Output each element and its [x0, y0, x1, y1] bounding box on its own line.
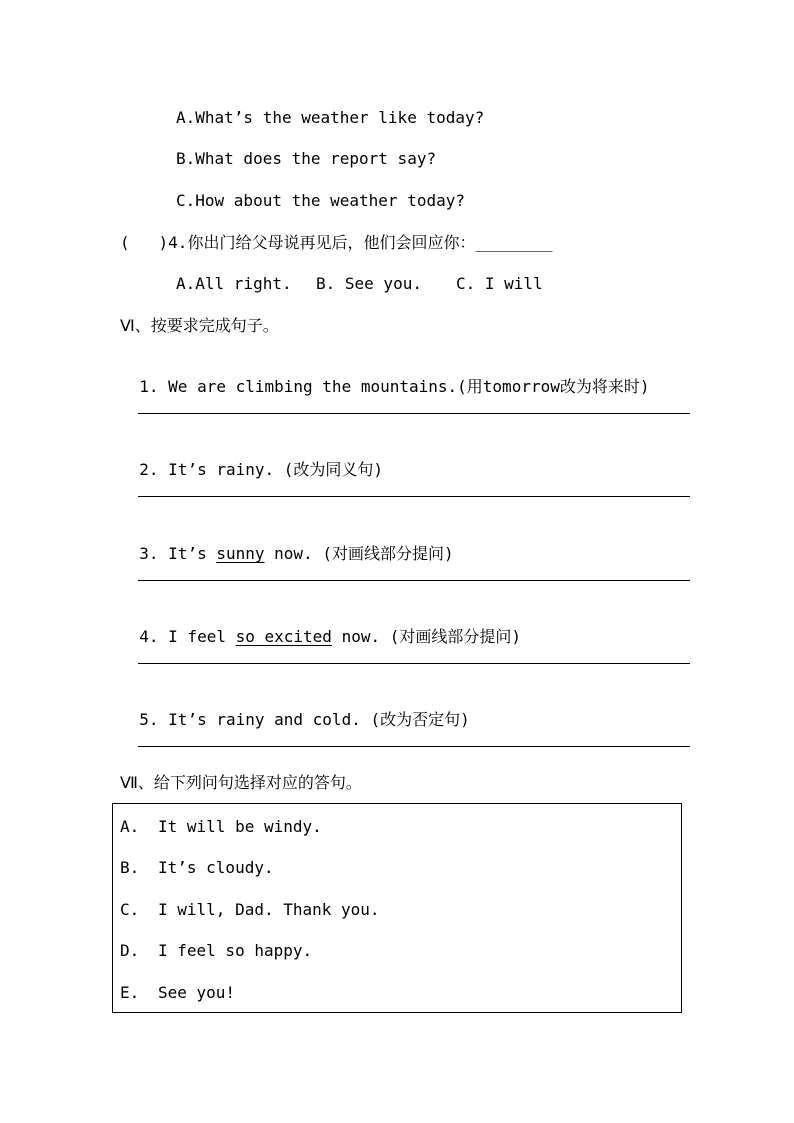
q3-option-a: A.What’s the weather like today? — [176, 108, 485, 127]
item-number: 1. — [139, 377, 159, 396]
q3-option-c: C.How about the weather today? — [176, 191, 465, 210]
item-instruction: (对画线部分提问) — [389, 627, 522, 646]
item-number: 3. — [139, 544, 159, 563]
s6-item-2 — [120, 440, 383, 480]
answer-line-4[interactable] — [138, 663, 690, 664]
item-instruction: (对画线部分提问) — [322, 544, 454, 563]
answer-choices-box — [112, 803, 682, 1013]
choice-a — [120, 817, 322, 837]
answer-line-2[interactable] — [138, 496, 690, 497]
item-sentence: It’s rainy and cold. — [168, 710, 361, 729]
item-instruction: (改为否定句) — [370, 710, 470, 729]
section7-title: Ⅶ、给下列问句选择对应的答句。 — [120, 773, 362, 792]
choice-letter: B. — [120, 858, 140, 877]
choice-letter: A. — [120, 817, 140, 836]
q4-option-a: A.All right. — [176, 274, 292, 293]
q4-stem: 4.你出门给父母说再见后，他们会回应你：________ — [168, 233, 553, 252]
choice-letter: D. — [120, 941, 140, 960]
item-sentence: We are climbing the mountains. — [168, 377, 458, 396]
choice-text: See you! — [158, 983, 236, 1002]
choice-e — [120, 983, 235, 1003]
s6-item-3 — [120, 524, 454, 564]
item-number: 5. — [139, 710, 159, 729]
choice-c — [120, 900, 380, 920]
choice-text: I will, Dad. Thank you. — [158, 900, 380, 919]
q4-stem-row — [120, 233, 553, 253]
underlined-phrase: so excited — [235, 627, 332, 646]
q3-option-b: B.What does the report say? — [176, 149, 437, 168]
underlined-phrase: sunny — [216, 544, 265, 563]
item-number: 2. — [139, 460, 159, 479]
choice-text: It’s cloudy. — [158, 858, 274, 877]
item-sentence-post: now. — [331, 627, 381, 646]
item-sentence-pre: I feel — [168, 627, 236, 646]
item-instruction: (改为同义句) — [283, 460, 384, 479]
answer-line-5[interactable] — [138, 746, 690, 747]
s6-item-5 — [120, 690, 470, 730]
choice-letter: C. — [120, 900, 140, 919]
answer-paren: ( ) — [120, 233, 169, 252]
item-sentence-pre: It’s — [168, 544, 217, 563]
choice-letter: E. — [120, 983, 140, 1002]
section6-title: Ⅵ、按要求完成句子。 — [120, 316, 279, 335]
answer-line-1[interactable] — [138, 413, 690, 414]
q4-option-b: B. See you. — [316, 274, 422, 293]
choice-d — [120, 941, 312, 961]
choice-text: I feel so happy. — [158, 941, 313, 960]
item-instruction: (用tomorrow改为将来时) — [457, 377, 650, 396]
item-sentence: It’s rainy. — [168, 460, 275, 479]
s6-item-4 — [120, 607, 521, 647]
s6-item-1 — [120, 357, 650, 397]
item-sentence-post: now. — [264, 544, 313, 563]
choice-text: It will be windy. — [158, 817, 322, 836]
q4-option-c: C. I will — [456, 274, 543, 293]
answer-line-3[interactable] — [138, 580, 690, 581]
item-number: 4. — [139, 627, 159, 646]
choice-b — [120, 858, 274, 878]
